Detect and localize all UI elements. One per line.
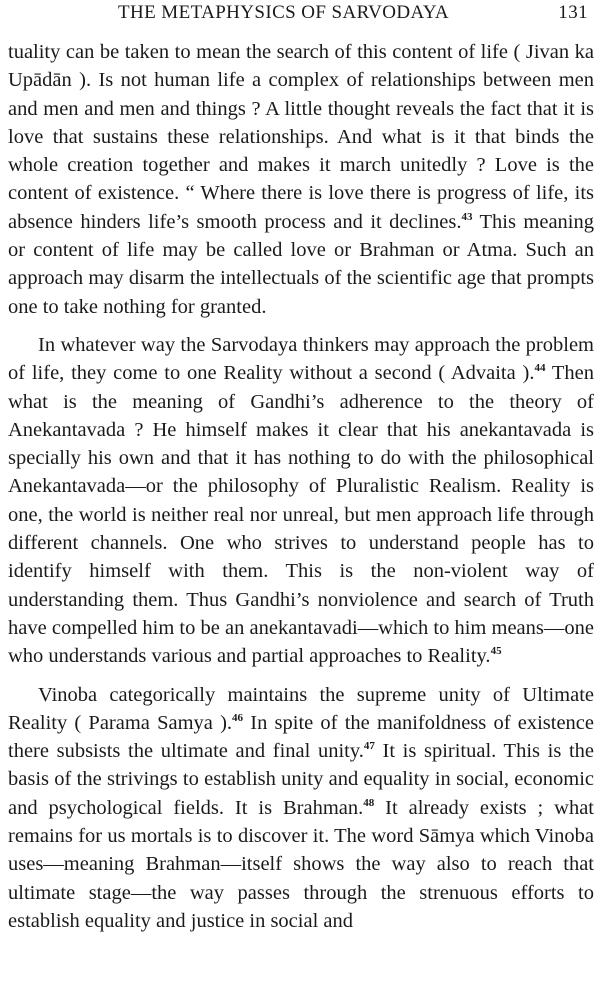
paragraph [8,681,594,936]
paragraph-text: This meaning or content of life may be called love or Brahman or Atma. Such an approach may disarm the intellectuals of the scientific age that prompts one to take nothing for granted. [8,210,595,318]
paragraph-text: tuality can be taken to mean the search of this content of life ( Jivan ka Upādān ). Is not human life a complex of relationships between men and men and men and things ? A little thought reveals the fact that it is love that sustains these relationships. And what is it that binds the whole creation together and makes it march unitedly ? Love is the content of existence. “ Where there is love there is progress of life, its absence hinders life’s smooth process and it declines. [8,41,594,233]
body-text [8,38,594,935]
paragraph [8,331,594,671]
paragraph-text: Vinoba categorically maintains the supreme unity of Ultimate Reality ( Parama Samya ). [8,683,594,734]
footnote-ref: 45 [490,645,502,658]
footnote-ref: 43 [461,210,473,223]
paragraph-text: Then what is the meaning of Gandhi’s adherence to the theory of Anekantavada ? He himself makes it clear that his anekantavada is specially his own and that it has nothing to do with the philosophical Anekantavada—or the philosophy of Pluralistic Realism. Reality is one, the world is neither real nor unreal, but men approach life through different channels. One who strives to understand people has to identify himself with them. This is the non-violent way of understanding them. Thus Gandhi’s nonviolence and search of Truth have compelled him to be an anekantavadi—which to him means—one who understands various and partial approaches to Reality. [8,362,594,668]
paragraph-text: In spite of the manifoldness of existence there subsists the ultimate and final unity. [8,711,594,763]
page-number: 131 [558,2,588,23]
running-title: THE METAPHYSICS OF SARVODAYA [118,2,450,23]
paragraph-text: It already exists ; what remains for us mortals is to discover it. The word Sāmya which Vinoba uses—meaning Brahman—itself shows the way also to reach that ultimate stage—the way passes through the strenuous efforts to establish equality and justice in social and [8,796,594,932]
paragraph-text: It is spiritual. This is the basis of the strivings to establish unity and equality in social, economic and psychological fields. It is Brahman. [8,740,594,819]
footnote-ref: 46 [232,712,244,724]
footnote-ref: 44 [534,362,546,375]
running-header [118,2,588,32]
footnote-ref: 47 [363,740,375,753]
paragraph-text: In whatever way the Sarvodaya thinkers may approach the problem of life, they come to one Reality without a second ( Advaita ). [8,333,594,385]
footnote-ref: 48 [363,796,375,809]
paragraph [8,38,594,321]
